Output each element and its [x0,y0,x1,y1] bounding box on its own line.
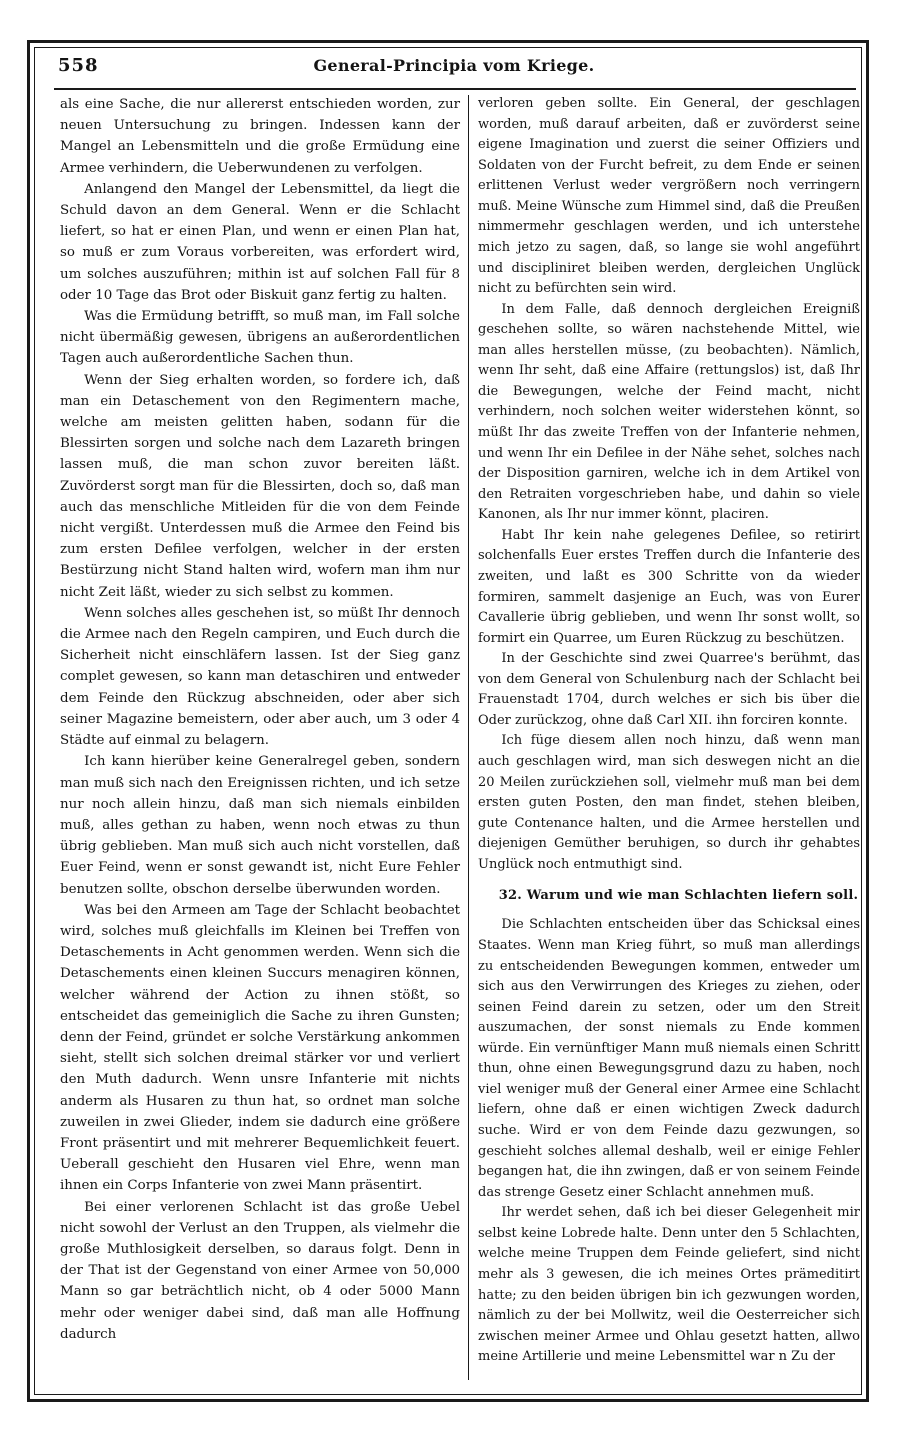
paragraph: verloren geben sollte. Ein General, der geschlagen worden, muß darauf arbeiten, daß er zuvörderst seine eigene Imagination und zuerst die seiner Offiziers und Soldaten von der Furcht befreit, zu dem Ende er seinen erlittenen Verlust weder vergrößern noch verringern muß. Meine Wünsche zum Himmel sind, daß die Preußen nimmermehr geschlagen werden, und ich unterstehe mich jetzo zu sagen, daß, so lange sie wohl angeführt und discipliniret bleiben werden, dergleichen Unglück nicht zu befürchten sein wird. [478,96,860,297]
paragraph: als eine Sache, die nur allererst entschieden worden, zur neuen Untersuchung zu bringen. Indessen kann der Mangel an Lebensmitteln und die große Ermüdung eine Armee verhindern, die Ueberwundenen zu verfolgen. [60,97,460,176]
paragraph: Bei einer verlorenen Schlacht ist das große Uebel nicht sowohl der Verlust an den Truppen, als vielmehr die große Muthlosigkeit derselben, so daraus folgt. Denn in der That ist der Gegenstand von einer Armee von 50,000 Mann so gar beträchtlich nicht, ob 4 oder 5000 Mann mehr oder weniger dabei sind, daß man alle Hoffnung dadurch [60,1199,460,1342]
paragraph: Ihr werdet sehen, daß ich bei dieser Gelegenheit mir selbst keine Lobrede halte. Denn unter den 5 Schlachten, welche meine Truppen dem Feinde geliefert, sind nicht mehr als 3 gewesen, die ich meines Ortes prämeditirt hatte; zu den beiden übrigen bin ich gezwungen worden, nämlich zu der bei Mollwitz, weil die Oesterreicher sich zwischen meiner Armee und Ohlau gesetzt hatten, allwo meine Artillerie und meine Lebensmittel war n Zu der [478,1205,860,1365]
paragraph: Anlangend den Mangel der Lebensmittel, da liegt die Schuld davon an dem General. Wenn er die Schlacht liefert, so hat er einen Plan, und wenn er einen Plan hat, so muß er zum Voraus vorbereiten, was erfordert wird, um solches auszuführen; mithin ist auf solchen Fall für 8 oder 10 Tage das Brot oder Biskuit ganz fertig zu halten. [60,181,460,303]
paragraph: Was bei den Armeen am Tage der Schlacht beobachtet wird, solches muß gleichfalls im Kleinen bei Treffen von Detaschements in Acht genommen werden. Wenn sich die Detaschements einen kleinen Succurs menagiren können, welcher während der Action zu ihnen stößt, so entscheidet das gemeiniglich die Sache zu ihren Gunsten; denn der Feind, gründet er solche Verstärkung ankommen sieht, stellt sich solchen dreimal stärker vor und verliert den Muth dadurch. Wenn unsre Infanterie mit nichts anderm als Husaren zu thun hat, so ordnet man solche zuweilen in zwei Glieder, indem sie dadurch eine größere Front präsentirt und mit mehrerer Bequemlichkeit feuert. Ueberall geschieht den Husaren viel Ehre, wenn man ihnen ein Corps Infanterie von zwei Mann präsentirt. [60,902,460,1194]
paragraph: In der Geschichte sind zwei Quarree's berühmt, das von dem General von Schulenburg nach der Schlacht bei Frauenstadt 1704, durch welches er sich bis über die Oder zurückzog, ohne daß Carl XII. ihn forciren konnte. [478,651,860,728]
page-number: 558 [58,55,99,76]
running-title: General-Principia vom Kriege. [313,56,595,75]
section-heading: 32. Warum und wie man Schlachten liefern soll. [498,888,859,904]
paragraph: Die Schlachten entscheiden über das Schicksal eines Staates. Wenn man Krieg führt, so muß man allerdings zu entscheidenden Bewegungen kommen, entweder um sich aus den Verwirrungen des Krieges zu ziehen, oder seinen Feind darein zu setzen, oder um den Streit auszumachen, der sonst niemals zu Ende kommen würde. Ein vernünftiger Mann muß niemals einen Schritt thun, ohne einen Bewegungsgrund dazu zu haben, noch viel weniger muß der General einer Armee eine Schlacht liefern, ohne daß er einen wichtigen Zweck dadurch suche. Wird er von dem Feinde dazu gezwungen, so geschieht solches allemal deshalb, weil er einige Fehler begangen hat, die ihn zwingen, daß er von seinem Feinde das strenge Gesetz einer Schlacht annehmen muß. [478,917,860,1200]
paragraph: In dem Falle, daß dennoch dergleichen Ereigniß geschehen sollte, so wären nachstehende Mittel, wie man alles herstellen müsse, (zu beobachten). Nämlich, wenn Ihr seht, daß eine Affaire (rettungslos) ist, daß Ihr die Bewegungen, welche der Feind macht, nicht verhindern, noch solchen weiter widerstehen könnt, so müßt Ihr das zweite Treffen von der Infanterie nehmen, und wenn Ihr ein Defilee in der Nähe sehet, solches nach der Disposition garniren, welche ich in dem Artikel von den Retraiten vorgeschrieben habe, und dahin so viele Kanonen, als Ihr nur immer könnt, placiren. [478,301,860,523]
right-column [478,94,860,1368]
paragraph: Ich kann hierüber keine Generalregel geben, sondern man muß sich nach den Ereignissen richten, und ich setze nur noch allein hinzu, daß man sich niemals einbilden muß, alles gethan zu haben, wenn noch etwas zu thun übrig geblieben. Man muß sich auch nicht vorstellen, daß Euer Feind, wenn er sonst gewandt ist, nicht Eure Fehler benutzen sollte, obschon derselbe überwunden worden. [60,754,460,897]
paragraph: Wenn solches alles geschehen ist, so müßt Ihr dennoch die Armee nach den Regeln campiren, und Euch durch die Sicherheit nicht einschläfern lassen. Ist der Sieg ganz complet gewesen, so kann man detaschiren und entweder dem Feinde den Rückzug abschneiden, oder aber sich seiner Magazine bemeistern, oder aber auch, um 3 oder 4 Städte auf einmal zu belagern. [60,605,460,749]
page-header [58,55,850,87]
paragraph: Ich füge diesem allen noch hinzu, daß wenn man auch geschlagen wird, man sich deswegen nicht an die 20 Meilen zurückziehen soll, vielmehr muß man bei dem ersten guten Posten, den man findet, stehen bleiben, gute Contenance halten, und die Armee herstellen und diejenigen Gemüther beruhigen, so durch ihr gehabtes Unglück noch entmuthigt sind. [478,733,860,872]
paragraph: Wenn der Sieg erhalten worden, so fordere ich, daß man ein Detaschement von den Regimentern mache, welche am meisten gelitten haben, sodann für die Blessirten sorgen und solche nach dem Lazareth bringen lassen muß, die man schon zuvor bereiten läßt. Zuvörderst sorgt man für die Blessirten, doch so, daß man auch das menschliche Mitleiden für die von dem Feinde nicht vergißt. Unterdessen muß die Armee den Feind bis zum ersten Defilee verfolgen, welcher in der ersten Bestürzung nicht Stand halten wird, wofern man ihm nur nicht Zeit läßt, wieder zu sich selbst zu kommen. [60,372,460,600]
paragraph: Habt Ihr kein nahe gelegenes Defilee, so retirirt solchenfalls Euer erstes Treffen durch die Infanterie des zweiten, und laßt es 300 Schritte von da wieder formiren, sammelt dasjenige an Euch, was von Eurer Cavallerie übrig geblieben, und wenn Ihr sonst wollt, so formirt ein Quarree, um Euren Rückzug zu beschützen. [478,527,860,646]
left-column [60,94,460,1345]
paragraph: Was die Ermüdung betrifft, so muß man, im Fall solche nicht übermäßig gewesen, übrigens an außerordentlichen Tagen auch außerordentliche Sachen thun. [60,309,460,367]
column-divider [468,95,469,1380]
header-rule [54,88,856,90]
